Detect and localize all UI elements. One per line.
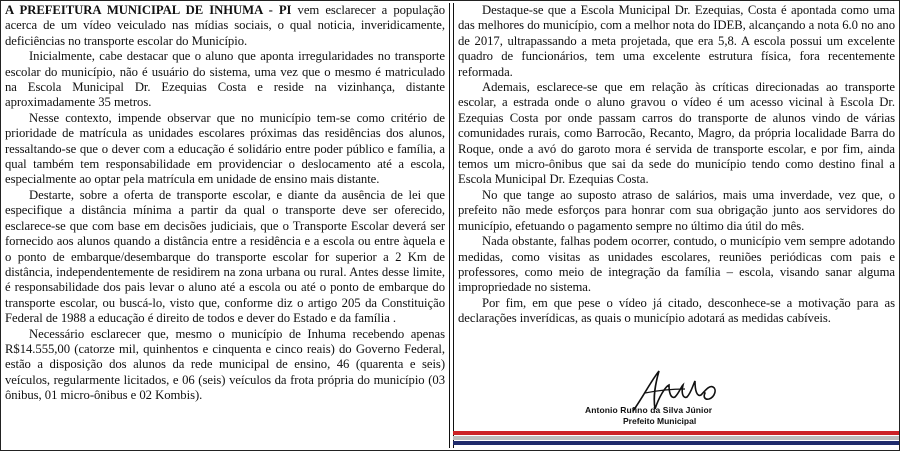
- signatory-title: Prefeito Municipal: [623, 416, 697, 426]
- paragraph: Nada obstante, falhas podem ocorrer, contudo, o município vem sempre adotando medidas, como visitas as unidades escolares, reuniões periódicas com pais e professores, como meio de integração da família – escola, visando sanar alguma impropriedade no sistema.: [458, 234, 895, 295]
- decorative-stripes: [453, 431, 899, 446]
- left-column: [1, 3, 450, 448]
- paragraph: Inicialmente, cabe destacar que o aluno que aponta irregularidades no transporte escolar do município, não é usuário do sistema, uma vez que o mesmo é matriculado na Escola Municipal Dr. Ezequias Costa e reside na vizinhança, distante aproximadamente 35 metros.: [5, 49, 445, 110]
- paragraph: Ademais, esclarece-se que em relação às críticas direcionadas ao transporte escolar, a estrada onde o aluno gravou o vídeo é um acesso vicinal à Escola Dr. Ezequias Costa por onde passam carros do transporte de alunos vindo de várias comunidades rurais, como Barrocão, Recanto, Magro, da própria localidade Barra do Roque, onde a avó do garoto mora é servida de transporte escolar, e por fim, ainda temos um micro-ônibus que sai da sede do município tendo como destino final a Escola Municipal Dr. Ezequias Costa.: [458, 80, 895, 187]
- paragraph: Nesse contexto, impende observar que no município tem-se como critério de prioridade de matrícula as unidades escolares próximas das residências dos alunos, ressaltando-se que o dever com a educação é solidário entre poder público e família, a qual também tem responsabilidade em providenciar o deslocamento até a escola, especialmente ao optar pela matrícula em unidade de ensino mais distante.: [5, 110, 445, 187]
- paragraph: Necessário esclarecer que, mesmo o município de Inhuma recebendo apenas R$14.555,00 (catorze mil, quinhentos e cinquenta e cinco reais) do Governo Federal, estão a disposição dos alunos da rede municipal de ensino, 46 (quarenta e seis) veículos, regularmente licitados, e 06 (seis) veículos da frota própria do município (03 ônibus, 01 micro-ônibus e 02 Kombis).: [5, 326, 445, 403]
- paragraph: Por fim, em que pese o vídeo já citado, desconhece-se a motivação para as declarações inverídicas, as quais o município adotará as medidas cabíveis.: [458, 295, 895, 326]
- intro-paragraph: [5, 3, 445, 49]
- paragraph: Destaque-se que a Escola Municipal Dr. Ezequias, Costa é apontada como uma das melhores do município, com a melhor nota do IDEB, alcançando a nota 6.0 no ano de 2017, ultrapassando a meta projetada, que era 5,8. A escola possui um excelente quadro de funcionários, tem uma excelente estrutura física, fora recentemente reformada.: [458, 3, 895, 79]
- notice-heading: A PREFEITURA MUNICIPAL DE INHUMA - PI: [5, 3, 292, 17]
- paragraph: No que tange ao suposto atraso de salários, mais uma inverdade, vez que, o prefeito não mede esforços para honrar com sua obrigação junto aos servidores do município, efetuando o pagamento sempre no último dia útil do mês.: [458, 187, 895, 233]
- signatory-name: Antonio Rufino da Silva Júnior: [585, 405, 713, 415]
- stripe-gray: [453, 436, 899, 440]
- intro-text: vem esclarecer a população acerca de um vídeo veiculado nas mídias sociais, o qual noticia, inveridicamente, deficiências no transporte escolar do Município.: [5, 3, 446, 48]
- stripe-blue: [453, 441, 899, 445]
- stripe-red: [453, 431, 899, 435]
- paragraph: Destarte, sobre a oferta de transporte escolar, e diante da ausência de lei que especifique a distância mínima a partir da qual o transporte deve ser oferecido, esclarece-se que com base em decisões judiciais, que o Transporte Escolar deverá ser fornecido aos alunos quando a distância entre a residência e a escola ou entre àquela e o ponto de embarque/desembarque do transporte escolar for superior a 2 Km de distância, independentemente de residirem na zona urbana ou rural. Antes desse limite, é responsabilidade dos pais levar o aluno até a escola ou até o ponto de embarque do transporte escolar, ou buscá-lo, visto que, conforme diz o artigo 205 da Constituição Federal de 1988 a educação é direito de todos e dever do Estado e da família .: [5, 187, 445, 326]
- signature-block: [453, 365, 899, 425]
